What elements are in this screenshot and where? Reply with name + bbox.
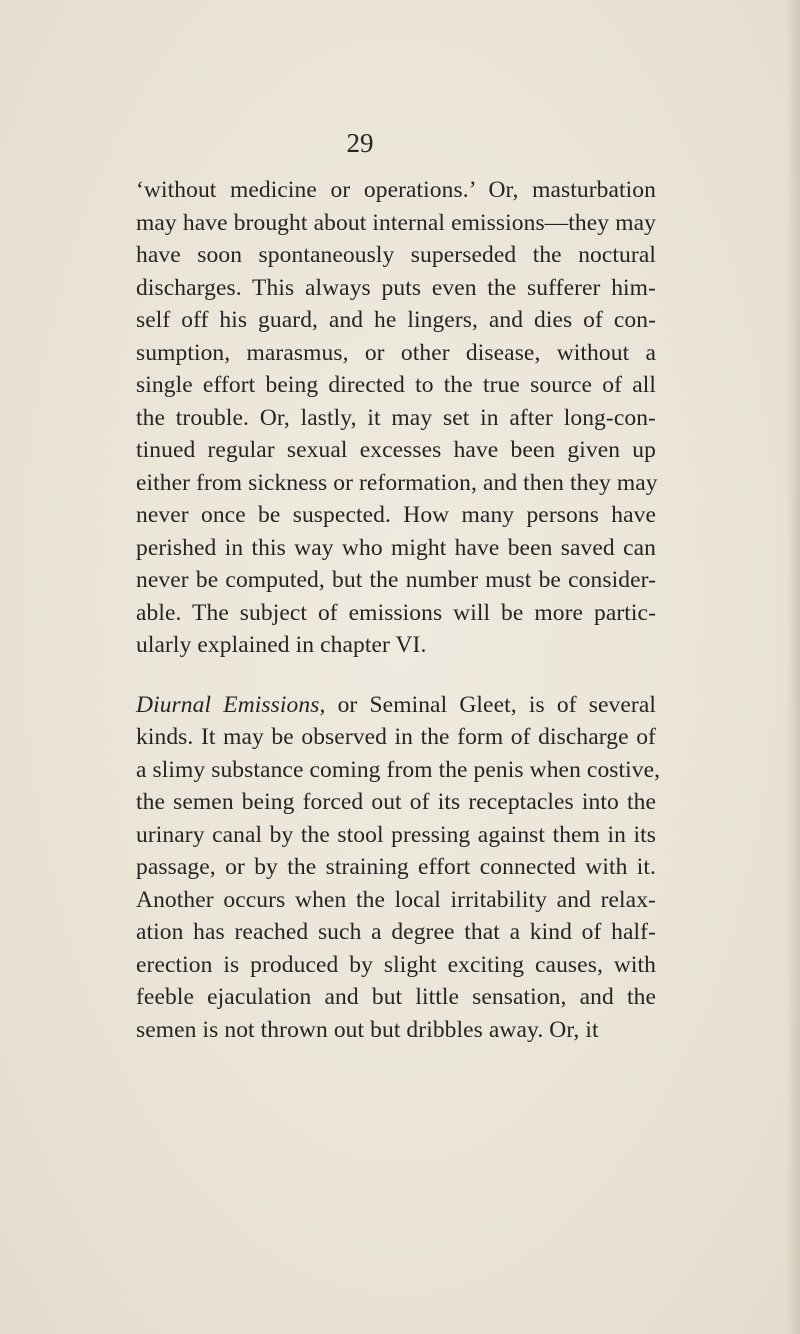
- text-line: single effort being directed to the true source of all: [136, 372, 656, 398]
- heading-line-rest: or Seminal Gleet, is of several: [325, 691, 656, 718]
- text-line: tinued regular sexual excesses have been given up: [136, 437, 656, 463]
- text-line: may have brought about internal emissions—they may: [136, 209, 656, 236]
- text-line: feeble ejaculation and but little sensation, and the: [136, 984, 656, 1010]
- page-number: 29: [346, 128, 374, 158]
- page-edge-shadow: [786, 0, 800, 1334]
- text-line: ation has reached such a degree that a kind of half-: [136, 919, 656, 945]
- text-line: ‘without medicine or operations.’ Or, masturbation: [136, 177, 656, 203]
- text-line: a slimy substance coming from the penis when costive,: [136, 756, 661, 783]
- run-in-heading: Diurnal Emissions,: [136, 691, 326, 718]
- body-text: [136, 174, 661, 1046]
- text-line: discharges. This always puts even the sufferer him-: [136, 274, 656, 301]
- text-line: perished in this way who might have been saved can: [136, 534, 656, 561]
- text-line: never be computed, but the number must be consider-: [136, 567, 656, 593]
- text-line: the semen being forced out of its receptacles into the: [136, 789, 656, 815]
- paragraph-gap: [136, 662, 656, 689]
- paragraph-2: [136, 689, 661, 1047]
- text-line: the trouble. Or, lastly, it may set in after long-con-: [136, 404, 656, 431]
- text-line: never once be suspected. How many persons have: [136, 502, 656, 528]
- text-line: Another occurs when the local irritability and relax-: [136, 886, 656, 913]
- text-line-with-heading: [136, 689, 656, 722]
- paragraph-1: [136, 174, 656, 662]
- text-line: either from sickness or reformation, and then they may: [136, 469, 658, 496]
- text-line: have soon spontaneously superseded the noctural: [136, 242, 656, 268]
- text-line: self off his guard, and he lingers, and dies of con-: [136, 307, 656, 333]
- text-line: sumption, marasmus, or other disease, without a: [136, 339, 656, 366]
- text-line: kinds. It may be observed in the form of discharge of: [136, 724, 656, 750]
- text-line: erection is produced by slight exciting causes, with: [136, 951, 656, 978]
- text-line: semen is not thrown out but dribbles away. Or, it: [136, 1016, 599, 1043]
- text-line: ularly explained in chapter VI.: [136, 632, 427, 658]
- text-line: urinary canal by the stool pressing against them in its: [136, 821, 656, 848]
- text-line: able. The subject of emissions will be more partic-: [136, 599, 656, 626]
- text-line: passage, or by the straining effort connected with it.: [136, 854, 656, 880]
